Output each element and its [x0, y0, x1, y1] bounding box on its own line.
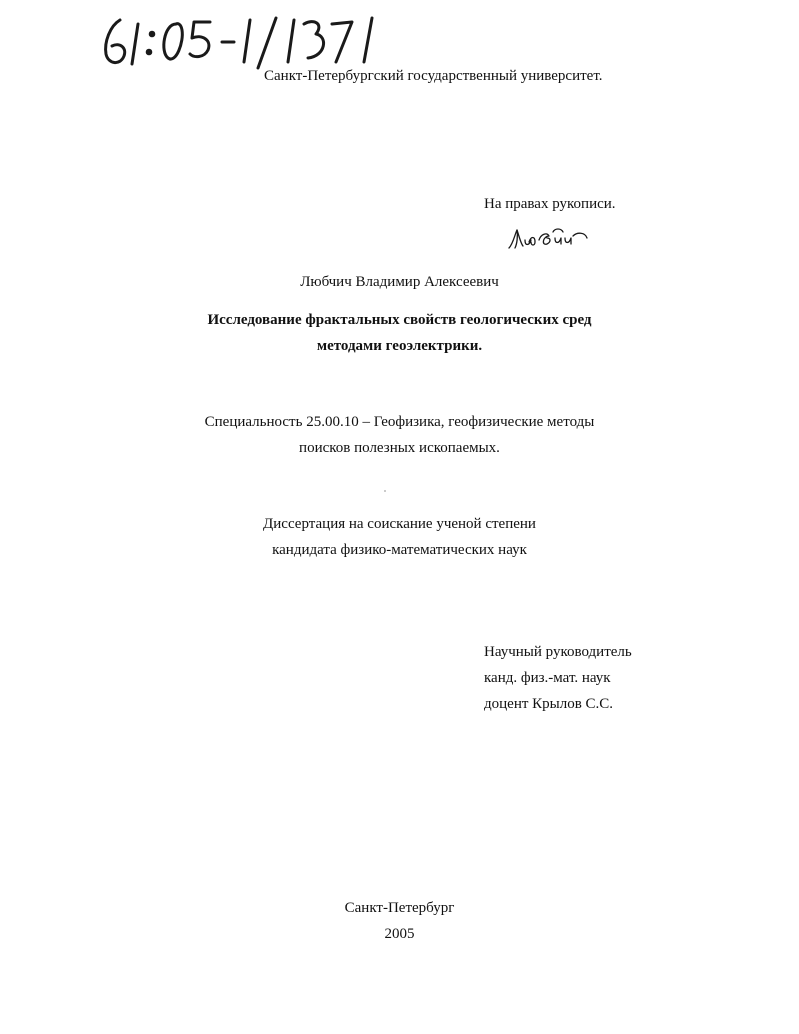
specialty-line-1: Специальность 25.00.10 – Геофизика, геофизические методы [204, 414, 595, 430]
author-name: Любчич Владимир Алексеевич [300, 274, 499, 290]
author-signature [505, 222, 590, 256]
manuscript-rights-note: На правах рукописи. [484, 196, 616, 212]
dissertation-title-line-2: методами геоэлектрики. [316, 338, 483, 354]
supervisor-name: доцент Крылов С.С. [484, 696, 614, 712]
specialty-line-2: поисков полезных ископаемых. [299, 440, 500, 456]
supervisor-degree: канд. физ.-мат. наук [484, 670, 611, 686]
city: Санкт-Петербург [344, 900, 455, 916]
scan-speck [384, 490, 386, 492]
handwritten-archive-number [98, 12, 388, 72]
dissertation-degree-line-1: Диссертация на соискание ученой степени [263, 516, 536, 532]
university-name: Санкт-Петербургский государственный университет. [264, 68, 603, 84]
year: 2005 [384, 926, 415, 942]
supervisor-label: Научный руководитель [484, 644, 632, 660]
dissertation-title-line-1: Исследование фрактальных свойств геологических сред [207, 312, 592, 328]
dissertation-degree-line-2: кандидата физико-математических наук [272, 542, 527, 558]
